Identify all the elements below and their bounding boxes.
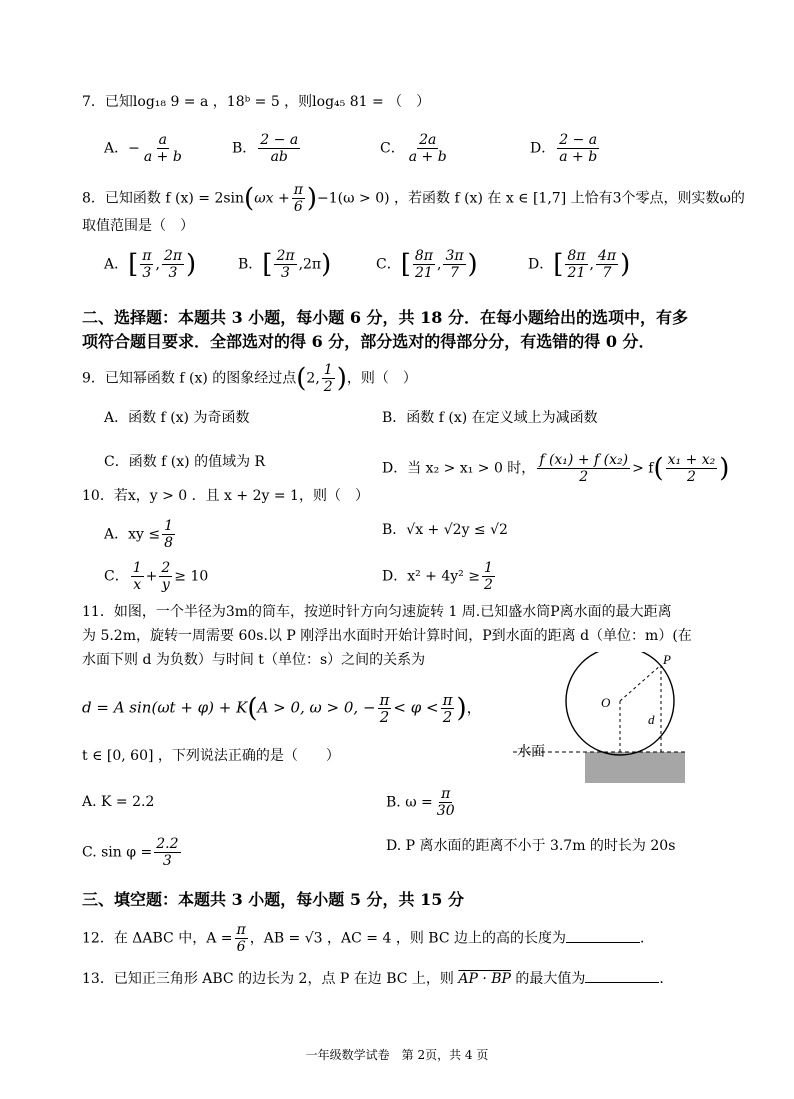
q11-formula: d = A sin(ωt + φ) + K(A > 0, ω > 0, − $\frac{\pi}{2}$ < φ < $\frac{\pi}{2}$ )， [82,691,482,726]
radius-line [620,665,661,701]
q11-option-c: C. sin φ = $\frac{2.2}{3}$ [82,836,179,869]
section-2-line2: 项符合题目要求．全部选对的得 6 分，部分选对的得部分分，有选错的得 0 分． [82,332,655,351]
q12-answer-blank[interactable] [566,928,640,943]
q13-answer-blank[interactable] [585,968,659,983]
q8-stem: 8．已知函数 f (x) = 2sin(ωx + $\frac{\pi}{6}$ )−1(ω > 0) ，若函数 f (x) 在 x ∈ [1,7] 上恰有3个零点，则实数ω的 [82,182,745,215]
q10-option-a: A．xy ≤ $\frac{1}{8}$ [104,518,174,551]
q11-domain: t ∈ [0, 60] ，下列说法正确的是（ ） [82,748,340,764]
q7-stem: 7．已知log₁₈ 9 = a ，18ᵇ = 5 ，则log₄₅ 81 = （ ） [82,94,431,110]
q13-stem: 13．已知正三角形 ABC 的边长为 2，点 P 在边 BC 上，则 AP · BP 的最大值为 ． [82,968,673,989]
q7-option-d: D． $\frac{2 - a}{a + b}$ [530,132,598,165]
q7-option-b: B． $\frac{2 - a}{ab}$ [232,132,299,165]
section-2-line1: 二、选择题：本题共 3 小题，每小题 6 分，共 18 分．在每小题给出的选项中，有多 [82,308,688,327]
q11-line2: 为 5.2m，旋转一周需要 60s.以 P 刚浮出水面时开始计算时间，P到水面的距离 d（单位：m）(在 [82,628,692,644]
q9-option-d: D．当 x₂ > x₁ > 0 时， $\frac{\text{f (x₁) + f (x₂)}}{2}$ > f( $\frac{\text{x₁ + x₂}}{2}$ ) [382,452,730,485]
q11-line3: 水面下则 d 为负数）与时间 t（单位：s）之间的关系为 [82,652,426,668]
distance-d-label: d [648,712,655,727]
point-p-label: P [663,652,671,667]
q9-option-a: A．函数 f (x) 为奇函数 [104,410,250,426]
q11-option-b: B. ω = $\frac{\pi}{30}$ [386,786,455,819]
q8-option-b: B．[ $\frac{2\pi}{3}$ ,2π) [238,248,332,281]
q11-line1: 11．如图，一个半径为3m的筒车，按逆时针方向匀速旋转 1 周.已知盛水筒P离水面的最大距离 [82,604,672,620]
q10-option-d: D．x² + 4y² ≥ $\frac{1}{2}$ [382,560,493,593]
q8-stem-line2: 取值范围是（ ） [82,218,194,234]
q12-stem: 12．在 ΔABC 中，A = $\frac{\pi}{6}$ ，AB = √3 ，AC = 4 ，则 BC 边上的高的长度为 ． [82,922,654,955]
q10-stem: 10．若x，y > 0 ．且 x + 2y = 1，则（ ） [82,488,369,504]
q8-option-d: D．[ $\frac{8\pi}{21}$ , $\frac{4\pi}{7}$ ) [528,248,631,281]
q7-option-c: C． $\frac{2a}{a + b}$ [380,132,447,165]
q9-option-b: B．函数 f (x) 在定义域上为减函数 [382,410,598,426]
q8-option-a: A．[ $\frac{\pi}{3}$ , $\frac{2\pi}{3}$ ) [104,248,197,281]
water-ground [585,752,685,783]
q10-option-c: C． $\frac{1}{x}$ + $\frac{2}{y}$ ≥ 10 [104,560,209,593]
center-o-label: O [601,695,611,710]
section-3-title: 三、填空题：本题共 3 小题，每小题 5 分，共 15 分 [82,890,464,909]
q11-option-d: D. P 离水面的距离不小于 3.7m 的时长为 20s [386,838,676,854]
water-surface-label: 水面 [517,744,545,760]
q7-option-a: A．− $\frac{a}{a + b}$ [104,132,182,165]
page-footer: 一年级数学试卷 第 2页，共 4 页 [305,1048,489,1062]
q9-option-c: C．函数 f (x) 的值域为 R [104,454,266,470]
q8-option-c: C．[ $\frac{8\pi}{21}$ , $\frac{3\pi}{7}$ ) [376,248,478,281]
water-wheel-figure [513,652,688,791]
q10-option-b: B．√x + √2y ≤ √2 [382,522,508,538]
q11-option-a: A. K = 2.2 [82,794,155,810]
q9-stem: 9．已知幂函数 f (x) 的图象经过点(2, $\frac{1}{2}$ )，则（ ） [82,362,417,395]
